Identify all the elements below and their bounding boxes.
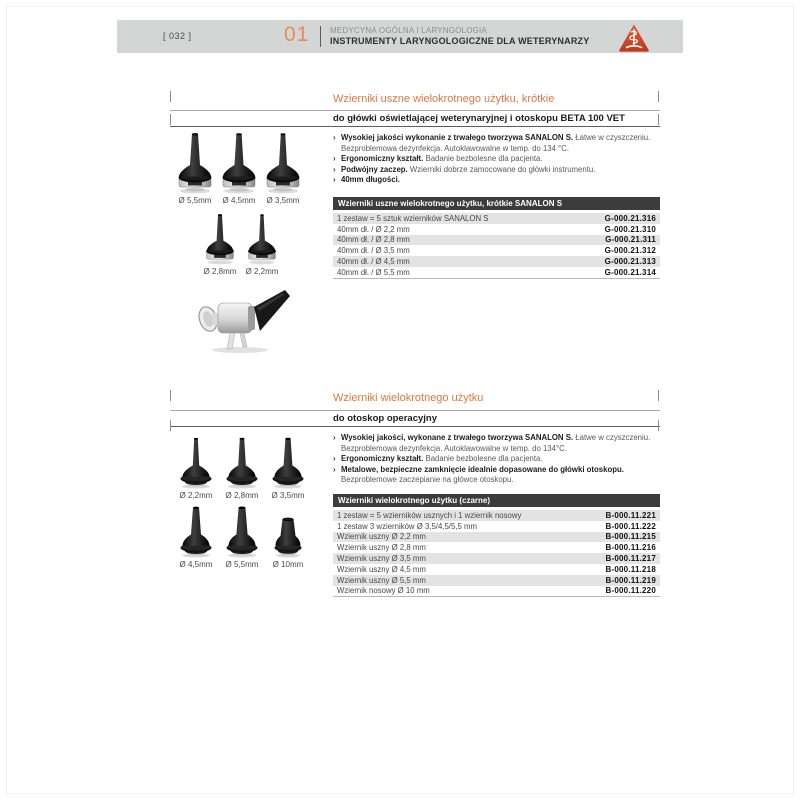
feature-item: › Ergonomiczny kształt. Badanie bezbolesne dla pacjenta. — [333, 154, 660, 165]
feature-item: › Podwójny zaczep. Wzierniki dobrze zamocowane do główki instrumentu. — [333, 165, 660, 176]
table-row: Wziernik uszny Ø 2,2 mm B-000.11.215 — [333, 532, 660, 543]
section2-specula-row2 — [173, 506, 311, 569]
ear-speculum-image — [200, 213, 240, 265]
section1-title: Wzierniki uszne wielokrotnego użytku, krótkie — [333, 93, 555, 105]
table-row: Wziernik nosowy Ø 10 mm B-000.11.220 — [337, 586, 656, 596]
diameter-label: Ø 2,8mm — [203, 267, 237, 276]
catalog-code: B-000.11.221 — [605, 510, 656, 520]
table-row: 1 zestaw = 5 wzierników usznych i 1 wziernik nosowy B-000.11.221 — [333, 510, 660, 521]
divider — [320, 26, 321, 47]
speculum-product — [265, 506, 311, 569]
table-row: 1 zestaw = 5 sztuk wzierników SANALON S G-000.21.316 — [333, 213, 660, 224]
catalog-code: B-000.11.218 — [605, 564, 656, 574]
catalog-code: G-000.21.312 — [604, 246, 656, 256]
catalog-code: B-000.11.217 — [605, 554, 656, 564]
speculum-product — [199, 213, 241, 276]
catalog-code: G-000.21.314 — [604, 267, 656, 277]
table-row: 1 zestaw 3 wzierników Ø 3,5/4,5/5,5 mm B-000.11.222 — [337, 521, 656, 531]
speculum-product — [265, 437, 311, 500]
table-rows — [333, 213, 660, 279]
catalog-code: B-000.11.222 — [605, 521, 656, 531]
header-band — [117, 20, 683, 53]
table-row: Wziernik uszny Ø 3,5 mm B-000.11.217 — [333, 553, 660, 564]
ear-speculum-image — [261, 132, 305, 194]
section1-specula-row2 — [199, 213, 283, 276]
catalog-code: G-000.21.311 — [605, 235, 656, 245]
otoscope-image — [188, 283, 300, 355]
table-row: Wziernik uszny Ø 4,5 mm B-000.11.218 — [337, 564, 656, 574]
diameter-label: Ø 4,5mm — [179, 560, 213, 569]
crop-mark — [170, 420, 171, 431]
divider — [170, 126, 660, 127]
catalog-code: B-000.11.219 — [605, 575, 656, 585]
table-row: Wziernik uszny Ø 2,8 mm B-000.11.216 — [337, 543, 656, 553]
aesculap-triangle-snake-icon — [617, 23, 651, 53]
table-row: Wziernik uszny Ø 5,5 mm B-000.11.219 — [333, 575, 660, 586]
table-row: 40mm dł. / Ø 5,5 mm G-000.21.314 — [337, 267, 656, 277]
section2-subtitle: do otoskop operacyjny — [333, 413, 437, 424]
diameter-label: Ø 5,5mm — [178, 196, 212, 205]
header-text — [330, 25, 589, 47]
category-label: MEDYCYNA OGÓLNA I LARYNGOLOGIA — [330, 26, 488, 35]
speculum-product — [173, 437, 219, 500]
feature-item: › Wysokiej jakości wykonanie z trwałego tworzywa SANALON S. Łatwe w czyszczeniu. Bezproblemowa dezynfekcja. Autoklawowalne w temp. do 134 °C. — [333, 133, 660, 154]
section1-subtitle: do główki oświetlającej weterynaryjnej i otoskopu BETA 100 VET — [333, 113, 625, 124]
catalog-code: B-000.11.220 — [605, 586, 656, 596]
divider — [170, 410, 660, 411]
feature-item: › Ergonomiczny kształt. Badanie bezbolesne dla pacjenta. — [333, 454, 660, 465]
table-row: 40mm dł. / Ø 4,5 mm G-000.21.313 — [333, 256, 660, 267]
feature-item: › 40mm długości. — [333, 175, 660, 186]
section1-specula-row1 — [173, 132, 305, 205]
diameter-label: Ø 10mm — [272, 560, 304, 569]
catalog-code: G-000.21.316 — [604, 213, 656, 223]
catalog-code: G-000.21.313 — [604, 257, 656, 267]
section1-features — [333, 133, 660, 186]
ear-speculum-image — [242, 213, 282, 265]
table-header: Wzierniki uszne wielokrotnego użytku, krótkie SANALON S — [333, 197, 660, 210]
divider — [170, 426, 660, 427]
crop-mark — [658, 114, 659, 125]
table-row: 40mm dł. / Ø 2,2 mm G-000.21.310 — [337, 224, 656, 234]
diameter-label: Ø 3,5mm — [271, 491, 305, 500]
diameter-label: Ø 5,5mm — [225, 560, 259, 569]
table-header: Wzierniki wielokrotnego użytku (czarne) — [333, 494, 660, 507]
diameter-label: Ø 2,2mm — [245, 267, 279, 276]
diameter-label: Ø 2,2mm — [179, 491, 213, 500]
section1-product-table — [333, 197, 660, 279]
speculum-product — [173, 132, 217, 205]
nasal-speculum-image — [266, 506, 310, 558]
table-row: 40mm dł. / Ø 2,8 mm G-000.21.311 — [333, 235, 660, 246]
chapter-number: 01 — [284, 23, 310, 46]
feature-item: › Wysokiej jakości, wykonane z trwałego tworzywa SANALON S. Łatwe w czyszczeniu. Bezproblemowa dezynfekcja. Autoklawowalne w temp. do 134°C. — [333, 433, 660, 454]
crop-mark — [170, 91, 171, 102]
divider — [170, 110, 660, 111]
section2-product-table — [333, 494, 660, 597]
catalog-code: B-000.11.215 — [605, 532, 656, 542]
ear-speculum-image — [220, 437, 264, 489]
ear-speculum-image — [266, 437, 310, 489]
section2-title: Wzierniki wielokrotnego użytku — [333, 392, 484, 404]
section2-specula-row1 — [173, 437, 311, 500]
speculum-product — [173, 506, 219, 569]
crop-mark — [170, 114, 171, 125]
speculum-product — [241, 213, 283, 276]
section2-features — [333, 433, 660, 486]
crop-mark — [170, 390, 171, 401]
ear-speculum-image — [217, 132, 261, 194]
ear-speculum-image — [173, 132, 217, 194]
ear-speculum-image — [174, 437, 218, 489]
diameter-label: Ø 2,8mm — [225, 491, 259, 500]
page-title: INSTRUMENTY LARYNGOLOGICZNE DLA WETERYNARZY — [330, 36, 590, 46]
ear-speculum-image — [220, 506, 264, 558]
crop-mark — [658, 420, 659, 431]
ear-speculum-image — [174, 506, 218, 558]
diameter-label: Ø 3,5mm — [266, 196, 300, 205]
speculum-product — [219, 506, 265, 569]
diameter-label: Ø 4,5mm — [222, 196, 256, 205]
speculum-product — [217, 132, 261, 205]
catalog-code: B-000.11.216 — [605, 543, 656, 553]
catalog-code: G-000.21.310 — [604, 224, 656, 234]
feature-item: › Metalowe, bezpieczne zamknięcie idealnie dopasowane do główki otoskopu. Bezproblemowe zaczepianie na główce otoskopu. — [333, 465, 660, 486]
table-row: 40mm dł. / Ø 3,5 mm G-000.21.312 — [337, 246, 656, 256]
speculum-product — [219, 437, 265, 500]
table-rows — [333, 510, 660, 597]
speculum-product — [261, 132, 305, 205]
page-number: [ 032 ] — [163, 31, 192, 41]
